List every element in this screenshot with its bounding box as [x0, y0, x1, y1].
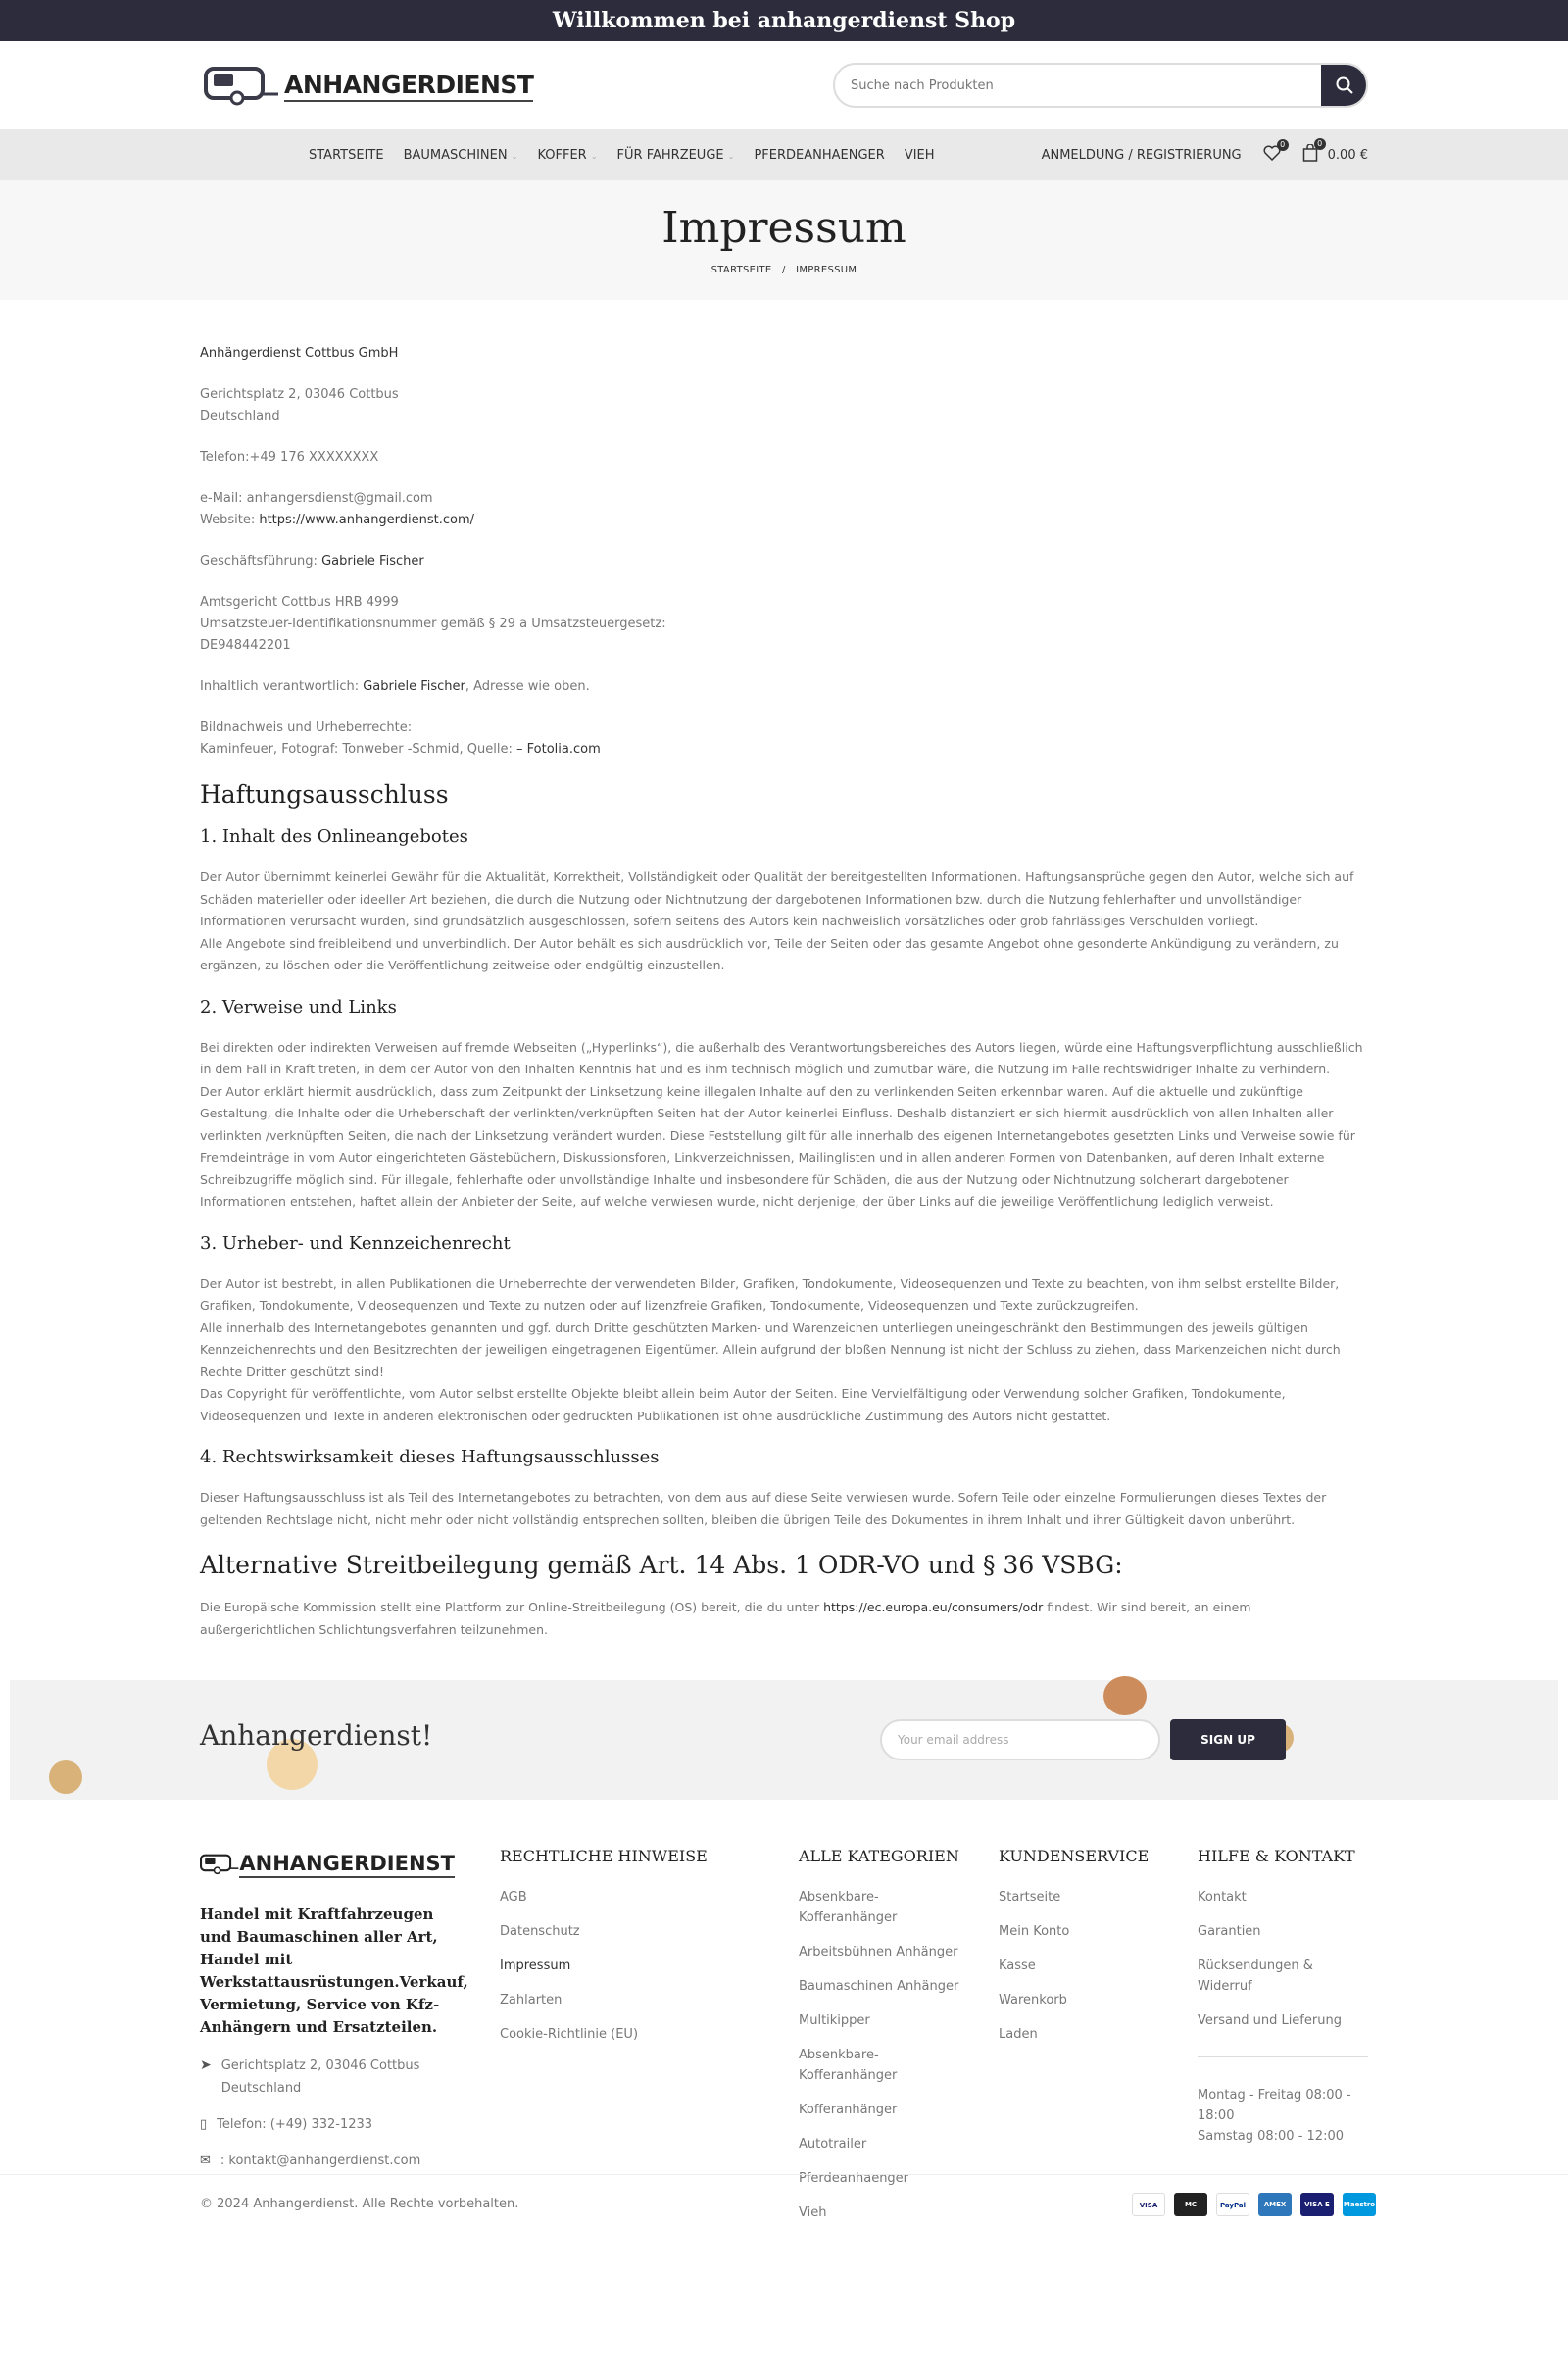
footer-service-link[interactable]: Startseite: [999, 1890, 1061, 1905]
images-credit: Kaminfeuer, Fotograf: Tonweber -Schmid, Quelle:: [200, 742, 517, 757]
visa-electron-icon: VISA E: [1300, 2193, 1334, 2216]
footer-category-link[interactable]: Vieh: [799, 2205, 827, 2220]
section-1-text-2: Alle Angebote sind freibleibend und unverbindlich. Der Autor behält es sich ausdrücklich vor, Teile der Seiten oder das gesamte Angebot ohne gesonderte Ankündigung zu verändern, zu ergänzen, zu löschen oder die Veröffentlichung zeitweise oder endgültig einzustellen.: [200, 935, 1339, 972]
footer-category-link[interactable]: Baumaschinen Anhänger: [799, 1979, 959, 1994]
phone-text: Telefon:+49 176 XXXXXXXX: [200, 450, 379, 465]
footer-about: [200, 1847, 468, 2186]
footer-help-link[interactable]: Rücksendungen & Widerruf: [1198, 1958, 1313, 1994]
logo-text: ANHANGERDIENST: [284, 71, 533, 102]
wishlist-button[interactable]: [1263, 140, 1286, 165]
newsletter-section: [10, 1680, 1558, 1800]
search-input[interactable]: [835, 65, 1305, 106]
footer-link-cookie[interactable]: Cookie-Richtlinie (EU): [500, 2027, 639, 2042]
nav-item-fuer-fahrzeuge[interactable]: FÜR FAHRZEUGE ⌄: [616, 147, 735, 163]
footer-category-link[interactable]: Pferdeanhaenger: [799, 2171, 909, 2186]
website-label: Website:: [200, 513, 260, 527]
footer-link-datenschutz[interactable]: Datenschutz: [500, 1924, 580, 1939]
footer-help-link[interactable]: Garantien: [1198, 1924, 1261, 1939]
footer-help-column: [1198, 1847, 1368, 2160]
section-2-text-2: Der Autor erklärt hiermit ausdrücklich, dass zum Zeitpunkt der Linksetzung keine illegalen Inhalte auf den zu verlinkenden Seiten erkennbar waren. Auf die aktuelle und zukünftige Gestaltung, die Inhalte oder die Urheberschaft der verlinkten/verknüpften Seiten hat der Autor keinerlei Einfluss. Deshalb distanziert er sich hiermit ausdrücklich von allen Inhalten aller verlinkten /verknüpften Seiten, die nach der Linksetzung verändert wurden. Diese Feststellung gilt für alle innerhalb des eigenen Internetangebotes gesetzten Links und Verweise sowie für Fremdeinträge in vom Autor eingerichteten Gästebüchern, Diskussionsforen, Linkverzeichnissen, Mailinglisten und in allen anderen Formen von Datenbanken, auf deren Inhalt externe Schreibzugriffe möglich sind. Für illegale, fehlerhafte oder unvollständige Inhalte und insbesondere für Schäden, die aus der Nutzung oder Nichtnutzung solcherart dargebotener Informationen entstehen, haftet allein der Anbieter der Seite, auf welche verwiesen wurde, nicht derjenige, der über Links auf die jeweilige Veröffentlichung lediglich verweist.: [200, 1083, 1355, 1209]
amex-icon: AMEX: [1258, 2193, 1292, 2216]
breadcrumb-home[interactable]: STARTSEITE: [710, 265, 772, 275]
wishlist-count-badge: 0: [1277, 139, 1289, 151]
newsletter-email-input[interactable]: Your email address: [880, 1719, 1160, 1760]
site-footer: [0, 1800, 1568, 2241]
address-street: Gerichtsplatz 2, 03046 Cottbus: [200, 387, 399, 402]
maestro-icon: Maestro: [1343, 2193, 1376, 2216]
welcome-banner: Willkommen bei anhangerdienst Shop: [0, 0, 1568, 41]
nav-item-baumaschinen[interactable]: BAUMASCHINEN ⌄: [403, 147, 518, 163]
impressum-content: [200, 300, 1368, 1641]
footer-help-link[interactable]: Versand und Lieferung: [1198, 2013, 1342, 2028]
chevron-down-icon: ⌄: [590, 151, 598, 161]
section-3-text-2: Alle innerhalb des Internetangebotes genannten und ggf. durch Dritte geschützten Marken- und Warenzeichen unterliegen uneingeschränkt den Bestimmungen des jeweils gültigen Kennzeichenrechts und den Besitzrechten der jeweiligen eingetragenen Eigentümer. Allein aufgrund der bloßen Nennung ist nicht der Schluss zu ziehen, dass Markenzeichen nicht durch Rechte Dritter geschützt sind!: [200, 1319, 1341, 1379]
flower-decoration: [49, 1760, 82, 1794]
section-3-text-3: Das Copyright für veröffentlichte, vom Autor selbst erstellte Objekte bleibt allein beim Autor der Seiten. Eine Vervielfältigung oder Verwendung solcher Grafiken, Tondokumente, Videosequenzen und Texte in anderen elektronischen oder gedruckten Publikationen ist ohne ausdrückliche Zustimmung des Autors nicht gestattet.: [200, 1386, 1286, 1423]
newsletter-title: Anhangerdienst!: [200, 1719, 433, 1752]
footer-help-link[interactable]: Kontakt: [1198, 1890, 1247, 1905]
cart-count-badge: 0: [1314, 138, 1326, 150]
nav-item-startseite[interactable]: STARTSEITE: [309, 147, 384, 163]
main-nav: [0, 129, 1568, 180]
phone-icon: ▯: [200, 2117, 208, 2132]
breadcrumb: [0, 265, 1568, 275]
section-4-text: Dieser Haftungsausschluss ist als Teil des Internetangebotes zu betrachten, von dem aus auf diese Seite verwiesen wurde. Sofern Teile oder einzelne Formulierungen dieses Textes der geltenden Rechtslage nicht, nicht mehr oder nicht vollständig entsprechen sollten, bleiben die übrigen Teile des Dokumentes in ihrem Inhalt und ihrer Gültigkeit davon unberührt.: [200, 1490, 1327, 1527]
footer-logo[interactable]: [200, 1847, 455, 1882]
footer-divider: [1198, 2056, 1368, 2057]
visa-icon: VISA: [1132, 2193, 1165, 2216]
footer-category-link[interactable]: Arbeitsbühnen Anhänger: [799, 1945, 958, 1959]
copyright-text: © 2024 Anhangerdienst. Alle Rechte vorbehalten.: [200, 2197, 519, 2211]
vat-label: Umsatzsteuer-Identifikationsnummer gemäß § 29 a Umsatzsteuergesetz:: [200, 617, 666, 631]
footer-category-link[interactable]: Kofferanhänger: [799, 2103, 898, 2117]
footer-phone: Telefon: (+49) 332-1233: [217, 2117, 373, 2132]
chevron-down-icon: ⌄: [511, 151, 518, 161]
section-2-heading: 2. Verweise und Links: [200, 996, 397, 1017]
paypal-icon: PayPal: [1216, 2193, 1250, 2216]
footer-category-link[interactable]: Autotrailer: [799, 2137, 867, 2152]
court-text: Amtsgericht Cottbus HRB 4999: [200, 595, 399, 610]
nav-item-koffer[interactable]: KOFFER ⌄: [537, 147, 598, 163]
website-link[interactable]: https://www.anhangerdienst.com/: [259, 513, 475, 527]
opening-hours-weekdays: Montag - Freitag 08:00 - 18:00: [1198, 2088, 1351, 2123]
odr-heading: Alternative Streitbeilegung gemäß Art. 14 Abs. 1 ODR-VO und § 36 VSBG:: [200, 1551, 1123, 1579]
flower-decoration: [1103, 1676, 1147, 1715]
cart-button[interactable]: [1302, 139, 1368, 166]
responsible-suffix: , Adresse wie oben.: [465, 679, 590, 694]
odr-text-after: findest. Wir sind bereit, an einem außergerichtlichen Schlichtungsverfahren teilzunehmen.: [200, 1600, 1251, 1637]
search-icon: [1335, 75, 1354, 95]
footer-legal-heading: RECHTLICHE HINWEISE: [500, 1847, 708, 1865]
section-1-heading: 1. Inhalt des Onlineangebotes: [200, 826, 468, 847]
footer-bottom-bar: [0, 2174, 1568, 2241]
nav-item-vieh[interactable]: VIEH: [904, 147, 935, 163]
footer-legal-column: [500, 1847, 735, 2058]
disclaimer-heading: Haftungsausschluss: [200, 780, 449, 809]
footer-category-link[interactable]: Absenkbare-Kofferanhänger: [799, 2048, 898, 2083]
footer-service-heading: KUNDENSERVICE: [999, 1847, 1150, 1865]
page-title: Impressum: [662, 203, 906, 253]
chevron-down-icon: ⌄: [727, 151, 735, 161]
search-button[interactable]: [1321, 63, 1368, 108]
footer-address: Gerichtsplatz 2, 03046 Cottbus Deutschland: [220, 2058, 420, 2096]
newsletter-signup-button[interactable]: SIGN UP: [1170, 1719, 1286, 1760]
mail-icon: ✉: [200, 2154, 211, 2168]
location-arrow-icon: ➤: [200, 2057, 212, 2073]
section-2-text: Bei direkten oder indirekten Verweisen auf fremde Webseiten („Hyperlinks“), die außerhalb des Verantwortungsbereiches des Autors liegen, würde eine Haftungsverpflichtung ausschließlich in dem Fall in Kraft treten, in dem der Autor von den Inhalten Kenntnis hat und es ihm technisch möglich und zumutbar wäre, die Nutzung im Falle rechtswidriger Inhalte zu verhindern.: [200, 1039, 1363, 1076]
footer-category-link[interactable]: Absenkbare-Kofferanhänger: [799, 1890, 898, 1925]
site-header: [0, 41, 1568, 129]
management-name: Gabriele Fischer: [321, 554, 424, 569]
address-country: Deutschland: [200, 409, 280, 423]
trailer-logo-icon: [204, 67, 280, 106]
footer-link-agb[interactable]: AGB: [500, 1890, 527, 1905]
footer-service-link[interactable]: Kasse: [999, 1958, 1036, 1973]
images-title: Bildnachweis und Urheberrechte:: [200, 720, 413, 735]
breadcrumb-current: IMPRESSUM: [796, 265, 858, 275]
odr-link[interactable]: https://ec.europa.eu/consumers/odr: [823, 1600, 1044, 1614]
nav-item-pferdeanhaenger[interactable]: PFERDEANHAENGER: [754, 147, 885, 163]
breadcrumb-separator: /: [782, 265, 786, 275]
mastercard-icon: MC: [1174, 2193, 1207, 2216]
vat-id: DE948442201: [200, 638, 291, 653]
trailer-logo-icon: [200, 1847, 239, 1882]
footer-link-impressum[interactable]: Impressum: [500, 1958, 571, 1973]
footer-help-heading: HILFE & KONTAKT: [1198, 1847, 1355, 1865]
footer-service-link[interactable]: Mein Konto: [999, 1924, 1070, 1939]
cart-total: 0.00 €: [1327, 147, 1368, 163]
management-label: Geschäftsführung:: [200, 554, 322, 569]
footer-service-column: [999, 1847, 1165, 2058]
section-4-heading: 4. Rechtswirksamkeit dieses Haftungsausschlusses: [200, 1447, 660, 1467]
footer-service-link[interactable]: Laden: [999, 2027, 1038, 2042]
footer-link-zahlarten[interactable]: Zahlarten: [500, 1993, 563, 2007]
email-text: e-Mail: anhangersdienst@gmail.com: [200, 491, 433, 506]
odr-text-before: Die Europäische Kommission stellt eine Plattform zur Online-Streitbeilegung (OS) bereit, die du unter: [200, 1600, 824, 1614]
footer-about-text: Handel mit Kraftfahrzeugen und Baumaschinen aller Art, Handel mit Werkstattausrüstungen.Verkauf, Vermietung, Service von Kfz-Anhängern und Ersatzteilen.: [200, 1906, 468, 2036]
site-logo[interactable]: [204, 67, 533, 106]
payment-icons: [1132, 2193, 1376, 2216]
footer-category-link[interactable]: Multikipper: [799, 2013, 870, 2028]
images-source-link[interactable]: – Fotolia.com: [516, 742, 601, 757]
footer-service-link[interactable]: Warenkorb: [999, 1993, 1067, 2007]
responsible-name: Gabriele Fischer: [363, 679, 466, 694]
footer-logo-text: ANHANGERDIENST: [239, 1851, 455, 1878]
company-name: Anhängerdienst Cottbus GmbH: [200, 346, 399, 361]
footer-email: : kontakt@anhangerdienst.com: [220, 2154, 421, 2168]
section-3-heading: 3. Urheber- und Kennzeichenrecht: [200, 1232, 511, 1254]
footer-categories-heading: ALLE KATEGORIEN: [799, 1847, 959, 1865]
section-1-text: Der Autor übernimmt keinerlei Gewähr für die Aktualität, Korrektheit, Vollständigkeit oder Qualität der bereitgestellten Informationen. Haftungsansprüche gegen den Autor, welche sich auf Schäden materieller oder ideeller Art beziehen, die durch die Nutzung oder Nichtnutzung der dargebotenen Informationen bzw. durch die Nutzung fehlerhafter und unvollständiger Informationen verursacht wurden, sind grundsätzlich ausgeschlossen, sofern seitens des Autors kein nachweislich vorsätzliches oder grob fahrlässiges Verschulden vorliegt.: [200, 869, 1354, 928]
responsible-label: Inhaltlich verantwortlich:: [200, 679, 364, 694]
section-3-text: Der Autor ist bestrebt, in allen Publikationen die Urheberrechte der verwendeten Bilder, Grafiken, Tondokumente, Videosequenzen und Texte zu beachten, von ihm selbst erstellte Bilder, Grafiken, Tondokumente, Videosequenzen und Texte zu nutzen oder auf lizenzfreie Grafiken, Tondokumente, Videosequenzen und Texte zurückzugreifen.: [200, 1275, 1340, 1313]
opening-hours-saturday: Samstag 08:00 - 12:00: [1198, 2129, 1344, 2144]
search-bar: [833, 63, 1368, 108]
login-register-link[interactable]: ANMELDUNG / REGISTRIERUNG: [1041, 147, 1242, 163]
page-title-area: [0, 180, 1568, 300]
